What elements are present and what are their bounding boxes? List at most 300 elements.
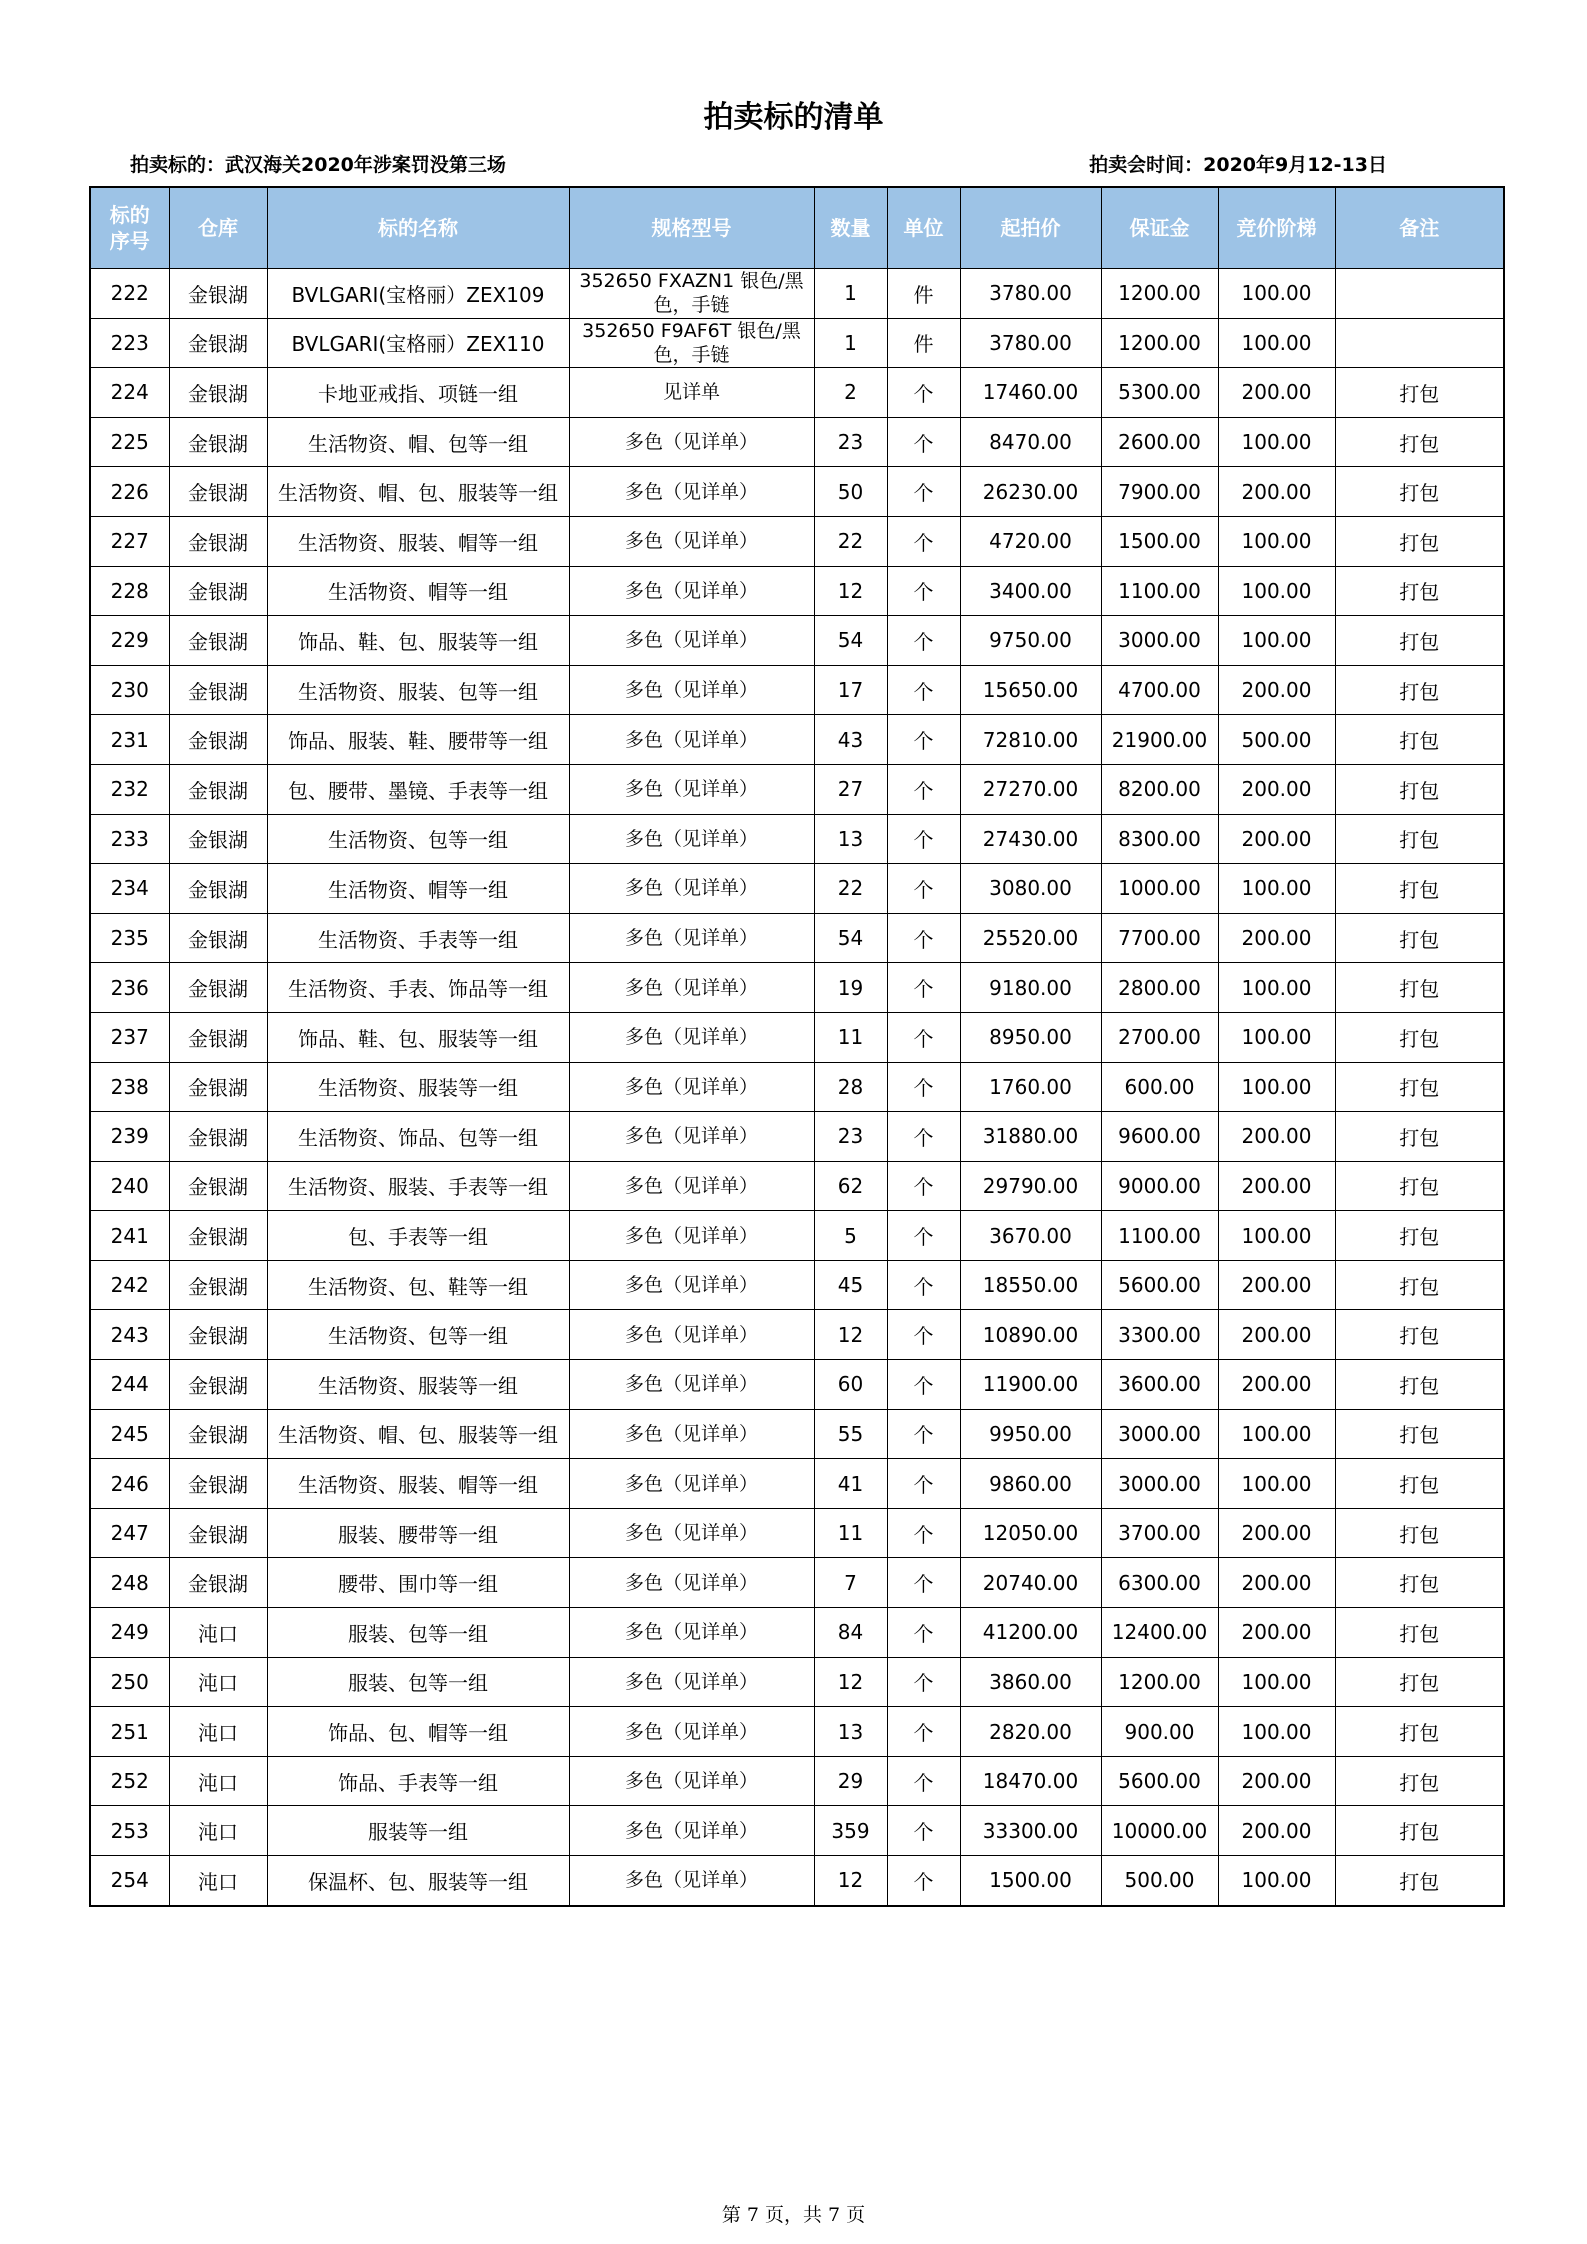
table-row (90, 1012, 1504, 1062)
cell-warehouse: 沌口 (169, 1856, 267, 1906)
cell-unit: 个 (887, 764, 960, 814)
page-footer: 第 7 页，共 7 页 (721, 2204, 866, 2226)
cell-deposit: 8200.00 (1101, 764, 1218, 814)
cell-deposit: 8300.00 (1101, 814, 1218, 864)
cell-start-price: 3780.00 (960, 269, 1101, 319)
cell-item-name: 生活物资、服装、手表等一组 (267, 1161, 569, 1211)
cell-spec (569, 814, 814, 864)
cell-bid-step: 500.00 (1218, 715, 1335, 765)
spec-text: 多色（见详单） (624, 1075, 758, 1098)
cell-bid-step: 200.00 (1218, 368, 1335, 418)
cell-spec (569, 1409, 814, 1459)
cell-unit: 个 (887, 1310, 960, 1360)
cell-item-name: 生活物资、帽、包、服装等一组 (267, 1409, 569, 1459)
cell-quantity: 359 (814, 1806, 887, 1856)
cell-unit: 个 (887, 1012, 960, 1062)
cell-index: 246 (90, 1459, 169, 1509)
cell-remark: 打包 (1335, 368, 1504, 418)
cell-index: 224 (90, 368, 169, 418)
cell-bid-step: 100.00 (1218, 616, 1335, 666)
table-row (90, 1161, 1504, 1211)
cell-spec (569, 1657, 814, 1707)
table-row (90, 1260, 1504, 1310)
cell-start-price: 20740.00 (960, 1558, 1101, 1608)
cell-spec (569, 1012, 814, 1062)
cell-unit: 个 (887, 913, 960, 963)
cell-warehouse: 金银湖 (169, 963, 267, 1013)
cell-quantity: 41 (814, 1459, 887, 1509)
table-header-row (90, 187, 1504, 269)
cell-item-name: 生活物资、包等一组 (267, 1310, 569, 1360)
cell-deposit: 3000.00 (1101, 1409, 1218, 1459)
cell-spec (569, 1211, 814, 1261)
cell-item-name: 保温杯、包、服装等一组 (267, 1856, 569, 1906)
cell-item-name: 生活物资、手表等一组 (267, 913, 569, 963)
cell-quantity: 17 (814, 665, 887, 715)
table-row (90, 913, 1504, 963)
table-row (90, 566, 1504, 616)
cell-quantity: 1 (814, 269, 887, 319)
cell-bid-step: 200.00 (1218, 1112, 1335, 1162)
cell-unit: 个 (887, 1161, 960, 1211)
cell-item-name: 腰带、围巾等一组 (267, 1558, 569, 1608)
cell-spec (569, 1756, 814, 1806)
cell-remark: 打包 (1335, 963, 1504, 1013)
cell-index: 249 (90, 1608, 169, 1658)
spec-text: 多色（见详单） (624, 1472, 758, 1495)
cell-item-name: 生活物资、服装、帽等一组 (267, 1459, 569, 1509)
cell-index: 253 (90, 1806, 169, 1856)
cell-quantity: 7 (814, 1558, 887, 1608)
cell-unit: 个 (887, 1756, 960, 1806)
cell-spec (569, 269, 814, 319)
table-row (90, 417, 1504, 467)
cell-bid-step: 100.00 (1218, 1856, 1335, 1906)
cell-index: 239 (90, 1112, 169, 1162)
cell-remark: 打包 (1335, 764, 1504, 814)
cell-spec (569, 1360, 814, 1410)
table-row (90, 814, 1504, 864)
cell-spec (569, 1608, 814, 1658)
cell-warehouse: 金银湖 (169, 516, 267, 566)
cell-bid-step: 100.00 (1218, 1062, 1335, 1112)
cell-warehouse: 沌口 (169, 1657, 267, 1707)
cell-remark: 打包 (1335, 814, 1504, 864)
cell-bid-step: 100.00 (1218, 516, 1335, 566)
cell-remark: 打包 (1335, 1707, 1504, 1757)
cell-warehouse: 金银湖 (169, 1161, 267, 1211)
spec-text: 多色（见详单） (624, 1026, 758, 1049)
cell-deposit: 7900.00 (1101, 467, 1218, 517)
cell-start-price: 27430.00 (960, 814, 1101, 864)
col-header-index: 标的 序号 (90, 187, 169, 269)
table-row (90, 318, 1504, 368)
table-row (90, 1310, 1504, 1360)
spec-text: 多色（见详单） (624, 1323, 758, 1346)
cell-warehouse: 金银湖 (169, 467, 267, 517)
cell-deposit: 1200.00 (1101, 318, 1218, 368)
col-header-spec: 规格型号 (569, 187, 814, 269)
cell-quantity: 11 (814, 1508, 887, 1558)
cell-spec (569, 1856, 814, 1906)
cell-deposit: 600.00 (1101, 1062, 1218, 1112)
cell-deposit: 5300.00 (1101, 368, 1218, 418)
cell-unit: 个 (887, 1211, 960, 1261)
cell-item-name: 服装、包等一组 (267, 1608, 569, 1658)
cell-bid-step: 200.00 (1218, 1558, 1335, 1608)
table-row (90, 269, 1504, 319)
cell-warehouse: 金银湖 (169, 764, 267, 814)
cell-unit: 个 (887, 467, 960, 517)
cell-quantity: 12 (814, 1310, 887, 1360)
cell-index: 247 (90, 1508, 169, 1558)
cell-warehouse: 金银湖 (169, 1459, 267, 1509)
table-row (90, 1409, 1504, 1459)
cell-start-price: 11900.00 (960, 1360, 1101, 1410)
cell-start-price: 1500.00 (960, 1856, 1101, 1906)
spec-text: 多色（见详单） (624, 579, 758, 602)
cell-unit: 件 (887, 318, 960, 368)
cell-unit: 件 (887, 269, 960, 319)
cell-warehouse: 金银湖 (169, 1062, 267, 1112)
table-row (90, 368, 1504, 418)
cell-unit: 个 (887, 516, 960, 566)
cell-bid-step: 200.00 (1218, 1608, 1335, 1658)
cell-remark: 打包 (1335, 665, 1504, 715)
cell-start-price: 9180.00 (960, 963, 1101, 1013)
table-row (90, 1062, 1504, 1112)
spec-text: 多色（见详单） (624, 1422, 758, 1445)
cell-start-price: 4720.00 (960, 516, 1101, 566)
cell-unit: 个 (887, 616, 960, 666)
cell-bid-step: 200.00 (1218, 1508, 1335, 1558)
cell-warehouse: 金银湖 (169, 1310, 267, 1360)
auction-subject: 拍卖标的：武汉海关2020年涉案罚没第三场 (130, 154, 506, 176)
cell-index: 235 (90, 913, 169, 963)
cell-remark: 打包 (1335, 1260, 1504, 1310)
spec-text: 多色（见详单） (624, 679, 758, 702)
cell-spec (569, 1310, 814, 1360)
cell-quantity: 43 (814, 715, 887, 765)
cell-bid-step: 200.00 (1218, 1310, 1335, 1360)
cell-bid-step: 200.00 (1218, 764, 1335, 814)
cell-bid-step: 100.00 (1218, 1012, 1335, 1062)
cell-index: 248 (90, 1558, 169, 1608)
cell-index: 251 (90, 1707, 169, 1757)
cell-item-name: 生活物资、服装、包等一组 (267, 665, 569, 715)
cell-spec (569, 715, 814, 765)
cell-deposit: 6300.00 (1101, 1558, 1218, 1608)
spec-text: 多色（见详单） (624, 778, 758, 801)
cell-remark: 打包 (1335, 864, 1504, 914)
spec-text: 多色（见详单） (624, 530, 758, 553)
cell-warehouse: 金银湖 (169, 417, 267, 467)
cell-deposit: 21900.00 (1101, 715, 1218, 765)
cell-bid-step: 100.00 (1218, 318, 1335, 368)
cell-item-name: 饰品、鞋、包、服装等一组 (267, 1012, 569, 1062)
cell-bid-step: 200.00 (1218, 467, 1335, 517)
cell-item-name: 生活物资、服装等一组 (267, 1360, 569, 1410)
cell-bid-step: 100.00 (1218, 1409, 1335, 1459)
cell-index: 223 (90, 318, 169, 368)
cell-deposit: 500.00 (1101, 1856, 1218, 1906)
table-row (90, 1360, 1504, 1410)
cell-spec (569, 1260, 814, 1310)
cell-spec (569, 764, 814, 814)
cell-unit: 个 (887, 1806, 960, 1856)
cell-item-name: 饰品、鞋、包、服装等一组 (267, 616, 569, 666)
cell-unit: 个 (887, 1062, 960, 1112)
table-row (90, 467, 1504, 517)
cell-deposit: 2600.00 (1101, 417, 1218, 467)
cell-unit: 个 (887, 1856, 960, 1906)
auction-items-table (89, 186, 1505, 1907)
cell-remark: 打包 (1335, 1856, 1504, 1906)
cell-deposit: 4700.00 (1101, 665, 1218, 715)
cell-index: 238 (90, 1062, 169, 1112)
cell-remark: 打包 (1335, 1161, 1504, 1211)
cell-index: 241 (90, 1211, 169, 1261)
cell-warehouse: 金银湖 (169, 1112, 267, 1162)
col-header-deposit: 保证金 (1101, 187, 1218, 269)
cell-deposit: 3700.00 (1101, 1508, 1218, 1558)
cell-deposit: 3300.00 (1101, 1310, 1218, 1360)
cell-index: 236 (90, 963, 169, 1013)
cell-unit: 个 (887, 665, 960, 715)
cell-item-name: 生活物资、帽等一组 (267, 566, 569, 616)
cell-deposit: 2800.00 (1101, 963, 1218, 1013)
cell-warehouse: 沌口 (169, 1756, 267, 1806)
table-row (90, 764, 1504, 814)
cell-quantity: 60 (814, 1360, 887, 1410)
cell-unit: 个 (887, 1707, 960, 1757)
cell-bid-step: 100.00 (1218, 566, 1335, 616)
table-row (90, 616, 1504, 666)
cell-spec (569, 1508, 814, 1558)
cell-start-price: 8950.00 (960, 1012, 1101, 1062)
cell-quantity: 29 (814, 1756, 887, 1806)
cell-remark: 打包 (1335, 1211, 1504, 1261)
cell-remark: 打包 (1335, 1062, 1504, 1112)
cell-warehouse: 金银湖 (169, 913, 267, 963)
cell-start-price: 72810.00 (960, 715, 1101, 765)
cell-warehouse: 金银湖 (169, 368, 267, 418)
spec-text: 多色（见详单） (624, 1174, 758, 1197)
cell-bid-step: 200.00 (1218, 814, 1335, 864)
table-row (90, 516, 1504, 566)
cell-item-name: 饰品、手表等一组 (267, 1756, 569, 1806)
cell-item-name: 生活物资、帽、包、服装等一组 (267, 467, 569, 517)
cell-index: 240 (90, 1161, 169, 1211)
cell-warehouse: 金银湖 (169, 318, 267, 368)
spec-text: 多色（见详单） (624, 431, 758, 454)
cell-remark: 打包 (1335, 1756, 1504, 1806)
cell-item-name: 服装、腰带等一组 (267, 1508, 569, 1558)
cell-quantity: 84 (814, 1608, 887, 1658)
cell-bid-step: 200.00 (1218, 1756, 1335, 1806)
cell-warehouse: 金银湖 (169, 1558, 267, 1608)
cell-remark: 打包 (1335, 715, 1504, 765)
spec-text: 多色（见详单） (624, 1770, 758, 1793)
cell-item-name: 生活物资、服装等一组 (267, 1062, 569, 1112)
cell-index: 234 (90, 864, 169, 914)
cell-deposit: 3000.00 (1101, 616, 1218, 666)
cell-unit: 个 (887, 1409, 960, 1459)
cell-spec (569, 963, 814, 1013)
cell-bid-step: 100.00 (1218, 1459, 1335, 1509)
cell-deposit: 9600.00 (1101, 1112, 1218, 1162)
cell-quantity: 45 (814, 1260, 887, 1310)
cell-spec (569, 1558, 814, 1608)
cell-unit: 个 (887, 963, 960, 1013)
spec-text: 多色（见详单） (624, 480, 758, 503)
table-row (90, 715, 1504, 765)
spec-text: 多色（见详单） (624, 927, 758, 950)
cell-unit: 个 (887, 417, 960, 467)
spec-text: 多色（见详单） (624, 1621, 758, 1644)
table-row (90, 1856, 1504, 1906)
cell-remark: 打包 (1335, 1310, 1504, 1360)
cell-bid-step: 100.00 (1218, 963, 1335, 1013)
spec-text: 多色（见详单） (624, 1125, 758, 1148)
cell-warehouse: 金银湖 (169, 715, 267, 765)
spec-text: 多色（见详单） (624, 1720, 758, 1743)
cell-start-price: 8470.00 (960, 417, 1101, 467)
cell-spec (569, 1806, 814, 1856)
cell-warehouse: 沌口 (169, 1608, 267, 1658)
cell-bid-step: 200.00 (1218, 913, 1335, 963)
table-body (90, 269, 1504, 1906)
cell-remark: 打包 (1335, 516, 1504, 566)
cell-unit: 个 (887, 1360, 960, 1410)
cell-spec (569, 467, 814, 517)
cell-warehouse: 金银湖 (169, 269, 267, 319)
cell-start-price: 3780.00 (960, 318, 1101, 368)
cell-index: 242 (90, 1260, 169, 1310)
cell-index: 231 (90, 715, 169, 765)
cell-quantity: 11 (814, 1012, 887, 1062)
cell-bid-step: 200.00 (1218, 1260, 1335, 1310)
cell-item-name: 生活物资、包、鞋等一组 (267, 1260, 569, 1310)
page-title: 拍卖标的清单 (703, 100, 884, 135)
cell-index: 245 (90, 1409, 169, 1459)
cell-start-price: 15650.00 (960, 665, 1101, 715)
cell-quantity: 50 (814, 467, 887, 517)
cell-start-price: 2820.00 (960, 1707, 1101, 1757)
cell-start-price: 10890.00 (960, 1310, 1101, 1360)
cell-bid-step: 100.00 (1218, 417, 1335, 467)
cell-bid-step: 100.00 (1218, 1657, 1335, 1707)
cell-remark: 打包 (1335, 1360, 1504, 1410)
table-row (90, 1558, 1504, 1608)
cell-spec (569, 1062, 814, 1112)
cell-remark: 打包 (1335, 1508, 1504, 1558)
spec-text: 多色（见详单） (624, 728, 758, 751)
cell-index: 237 (90, 1012, 169, 1062)
cell-deposit: 1500.00 (1101, 516, 1218, 566)
cell-quantity: 23 (814, 1112, 887, 1162)
cell-deposit: 10000.00 (1101, 1806, 1218, 1856)
cell-unit: 个 (887, 1558, 960, 1608)
table-row (90, 864, 1504, 914)
cell-spec (569, 665, 814, 715)
spec-text: 多色（见详单） (624, 877, 758, 900)
cell-deposit: 1100.00 (1101, 566, 1218, 616)
spec-text: 352650 FXAZN1 银色/黑色，手链 (579, 270, 804, 317)
cell-remark: 打包 (1335, 616, 1504, 666)
cell-item-name: 生活物资、手表、饰品等一组 (267, 963, 569, 1013)
cell-bid-step: 200.00 (1218, 1360, 1335, 1410)
spec-text: 多色（见详单） (624, 1869, 758, 1892)
cell-index: 227 (90, 516, 169, 566)
cell-start-price: 18470.00 (960, 1756, 1101, 1806)
cell-index: 233 (90, 814, 169, 864)
cell-bid-step: 100.00 (1218, 1707, 1335, 1757)
table-row (90, 1112, 1504, 1162)
cell-start-price: 12050.00 (960, 1508, 1101, 1558)
cell-index: 243 (90, 1310, 169, 1360)
cell-spec (569, 1161, 814, 1211)
cell-remark (1335, 269, 1504, 319)
cell-warehouse: 沌口 (169, 1806, 267, 1856)
table-row (90, 1707, 1504, 1757)
cell-index: 232 (90, 764, 169, 814)
col-header-start-price: 起拍价 (960, 187, 1101, 269)
cell-quantity: 2 (814, 368, 887, 418)
cell-start-price: 18550.00 (960, 1260, 1101, 1310)
cell-index: 252 (90, 1756, 169, 1806)
cell-start-price: 3400.00 (960, 566, 1101, 616)
cell-quantity: 55 (814, 1409, 887, 1459)
cell-remark: 打包 (1335, 1012, 1504, 1062)
cell-spec (569, 1459, 814, 1509)
cell-item-name: 包、手表等一组 (267, 1211, 569, 1261)
cell-start-price: 9950.00 (960, 1409, 1101, 1459)
cell-remark: 打包 (1335, 417, 1504, 467)
cell-quantity: 22 (814, 516, 887, 566)
col-header-remark: 备注 (1335, 187, 1504, 269)
col-header-unit: 单位 (887, 187, 960, 269)
cell-unit: 个 (887, 368, 960, 418)
cell-warehouse: 金银湖 (169, 566, 267, 616)
cell-index: 244 (90, 1360, 169, 1410)
col-header-quantity: 数量 (814, 187, 887, 269)
cell-index: 228 (90, 566, 169, 616)
cell-bid-step: 200.00 (1218, 665, 1335, 715)
cell-item-name: 生活物资、包等一组 (267, 814, 569, 864)
cell-warehouse: 金银湖 (169, 1360, 267, 1410)
cell-remark: 打包 (1335, 1409, 1504, 1459)
cell-warehouse: 金银湖 (169, 1012, 267, 1062)
cell-warehouse: 沌口 (169, 1707, 267, 1757)
cell-unit: 个 (887, 1657, 960, 1707)
table-row (90, 1657, 1504, 1707)
cell-item-name: 生活物资、饰品、包等一组 (267, 1112, 569, 1162)
table-row (90, 1211, 1504, 1261)
cell-start-price: 33300.00 (960, 1806, 1101, 1856)
cell-deposit: 5600.00 (1101, 1756, 1218, 1806)
cell-deposit: 5600.00 (1101, 1260, 1218, 1310)
cell-index: 229 (90, 616, 169, 666)
cell-remark: 打包 (1335, 566, 1504, 616)
cell-index: 225 (90, 417, 169, 467)
cell-remark: 打包 (1335, 1558, 1504, 1608)
cell-quantity: 12 (814, 1657, 887, 1707)
cell-deposit: 7700.00 (1101, 913, 1218, 963)
cell-item-name: 服装等一组 (267, 1806, 569, 1856)
cell-bid-step: 200.00 (1218, 1161, 1335, 1211)
cell-spec (569, 913, 814, 963)
